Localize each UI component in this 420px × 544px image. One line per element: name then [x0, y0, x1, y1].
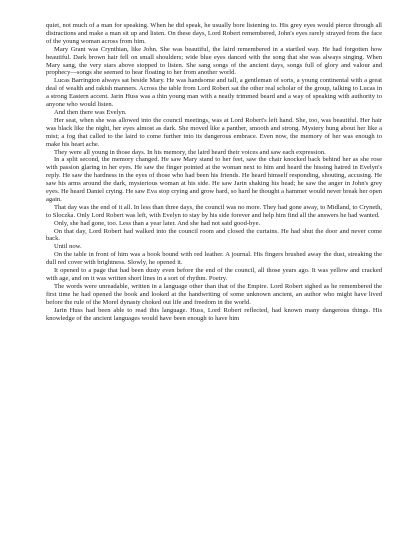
document-page [46, 22, 382, 528]
paragraph: Mary Grant was Crynthian, like John. She was beautiful, the laird remembered in a startled way. He had forgotten how beautiful. Dark brown hair fell on small shoulders; wide blue eyes danced with the song that she was always singing. When Mary sang, the very stars above stopped to listen. She sang songs of the ancient days, songs full of glory and valour and prophecy—songs she seemed to hear floating to her from another world. [46, 45, 382, 77]
paragraph: Until now. [54, 243, 82, 251]
paragraph: That day was the end of it all. In less than three days, the council was no more. They had gone away, to Midland, to Cryneth, to Sloczka. Only Lord Robert was left, with Evelyn to stay by his side forever and help him find all the answers he had wanted. [46, 203, 382, 219]
paragraph: It opened to a page that had been dusty even before the end of the council, all those years ago. It was yellow and cracked with age, and on it was written short lines in a sort of rhythm. Poetry. [46, 267, 382, 282]
paragraph: Jarin Huss had been able to read this language. Huss, Lord Robert reflected, had known many dangerous things. His knowledge of the ancient languages would have been enough to have him [46, 306, 382, 322]
paragraph: On the table in front of him was a book bound with red leather. A journal. His fingers brushed away the dust, streaking the dull red cover with brightness. Slowly, he opened it. [46, 251, 382, 267]
paragraph: quiet, not much of a man for speaking. When he did speak, he usually bore listening to. His grey eyes would pierce through all distractions and make a man sit up and listen. On these days, Lord Robert remembered, John's eyes rarely strayed from the face of the young woman across from him. [46, 22, 382, 45]
paragraph: They were all young in those days. In his memory, the laird heard their voices and saw each expression. [54, 148, 326, 156]
paragraph: The words were unreadable, written in a language other than that of the Empire. Lord Robert sighed as he remembered the first time he had opened the book and looked at the handwriting of some unknown ancient, an author who might have lived before the rule of the Morel dynasty choked out life and freedom in the world. [46, 282, 382, 306]
paragraph: On that day, Lord Robert had walked into the council room and closed the curtains. He had shut the door and never come back. [46, 227, 382, 243]
paragraph: Lucas Barrington always sat beside Mary. He was handsome and tall, a gentleman of sorts, a young continental with a great deal of wealth and rakish manners. Across the table from Lord Robert sat the other real scholar of the group, talking to Lucas in a strong Eastern accent. Jarin Huss was a thin young man with a neatly trimmed beard and a way of speaking with authority to anyone who would listen. [46, 77, 382, 109]
paragraph: And then there was Evelyn. [54, 108, 127, 116]
paragraph: In a split second, the memory changed. He saw Mary stand to her feet, saw the chair knocked back behind her as she rose with passion glaring in her eyes. He saw the finger pointed at the woman next to him and heard the hissing hatred in Evelyn's reply. He saw the hardness in the eyes of those who had been his friends. He heard himself responding, shouting, accusing. He saw his arms around the dark, mysterious woman at his side. He saw Jarin shaking his head; he saw the anger in John's grey eyes. He heard Daniel crying. He saw Eva stop crying and grow hard, so hard he thought a hammer would never break her open again. [46, 156, 382, 203]
paragraph: Her seat, when she was allowed into the council meetings, was at Lord Robert's left hand. She, too, was beautiful. Her hair was black like the night, her eyes almost as dark. She moved like a panther, smooth and strong. Mystery hung about her like a mist; a fog that called to the laird to come further into its dangerous embrace. Even now, the memory of her was enough to make his heart ache. [46, 116, 382, 148]
paragraph: Only, she had gone, too. Less than a year later. And she had not said good-bye. [54, 219, 261, 227]
